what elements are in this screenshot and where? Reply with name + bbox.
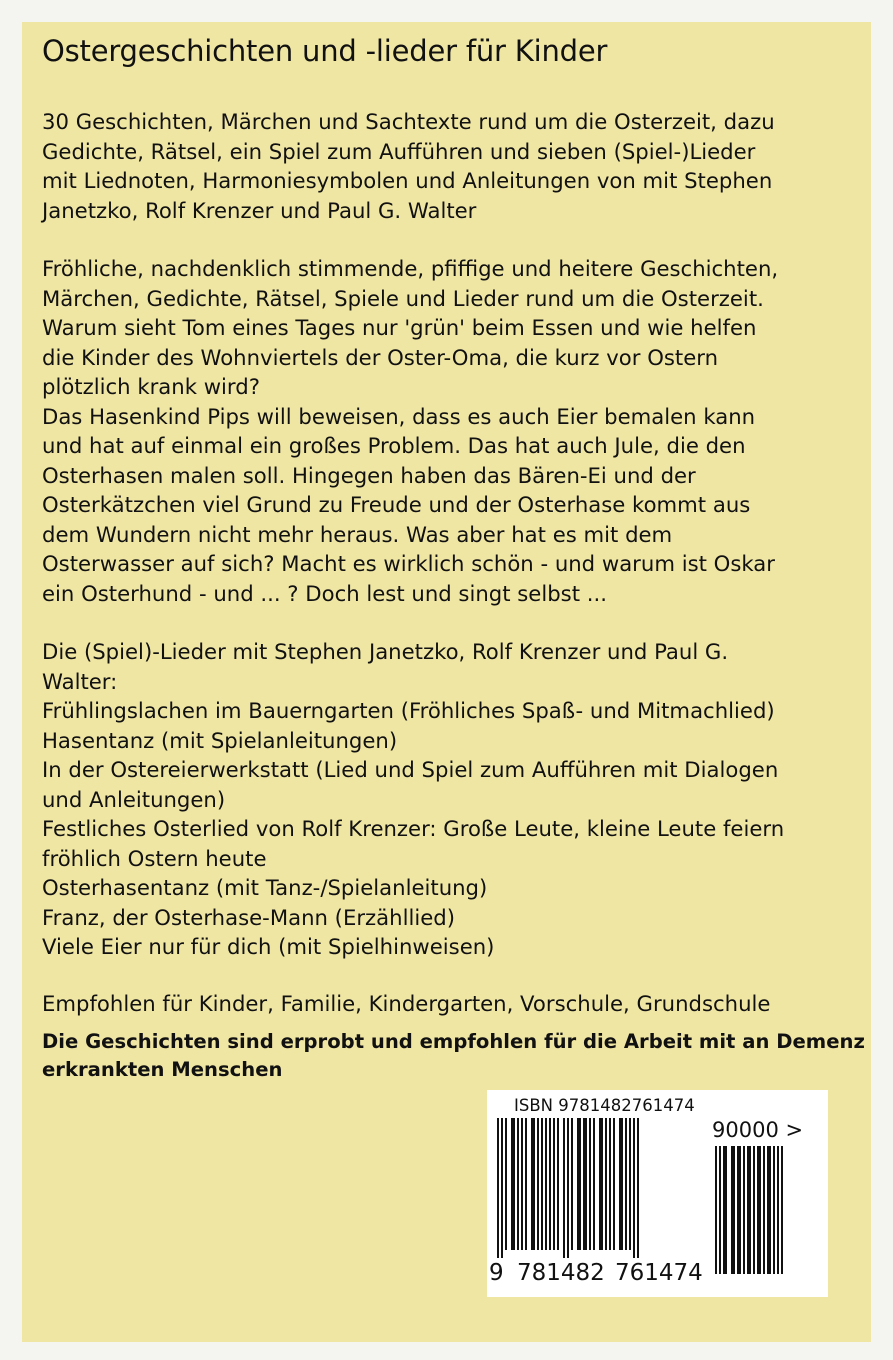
- barcode-bar: [605, 1118, 607, 1250]
- barcode-bar: [511, 1118, 515, 1250]
- barcode-bar: [577, 1118, 581, 1250]
- barcode-digits-right: 761474: [615, 1260, 703, 1286]
- barcode-bar: [563, 1118, 565, 1258]
- barcode-bar: [773, 1146, 775, 1274]
- barcode-bar: [767, 1146, 771, 1274]
- dementia-note-line: Die Geschichten sind erprobt und empfohlen für die Arbeit mit an Demenz: [42, 1030, 865, 1053]
- barcode-bar: [625, 1118, 627, 1250]
- description-line: und hat auf einmal ein großes Problem. Das hat auch Jule, die den: [42, 433, 746, 458]
- songs-line: In der Ostereierwerkstatt (Lied und Spiel zum Aufführen mit Dialogen: [42, 757, 779, 782]
- barcode-bar: [781, 1146, 783, 1274]
- barcode-bar: [777, 1146, 779, 1274]
- dementia-note-line: erkrankten Menschen: [42, 1058, 283, 1081]
- book-title: Ostergeschichten und -lieder für Kinder: [42, 34, 608, 68]
- addon-price-label: 90000 >: [712, 1118, 804, 1142]
- barcode-bar: [553, 1118, 555, 1250]
- subtitle-line: mit Liednoten, Harmoniesymbolen und Anleitungen von mit Stephen: [42, 168, 773, 193]
- addon-barcode-bars: [713, 1146, 813, 1274]
- songs-line: fröhlich Ostern heute: [42, 845, 267, 871]
- subtitle-line: Janetzko, Rolf Krenzer und Paul G. Walter: [42, 197, 477, 223]
- isbn-barcode: [487, 1090, 828, 1297]
- barcode-bar: [719, 1146, 721, 1274]
- barcode-bar: [723, 1146, 727, 1274]
- barcode-bar: [599, 1118, 603, 1250]
- description-line: Fröhliche, nachdenklich stimmende, pfiffige und heitere Geschichten,: [42, 256, 779, 281]
- songs-line: Franz, der Osterhase-Mann (Erzähllied): [42, 904, 455, 930]
- songs-block: [42, 637, 842, 962]
- barcode-bar: [629, 1118, 631, 1250]
- barcode-bar: [517, 1118, 519, 1250]
- description-line: dem Wundern nicht mehr heraus. Was aber hat es mit dem: [42, 521, 673, 547]
- barcode-bar: [637, 1118, 639, 1258]
- songs-line: Festliches Osterlied von Rolf Krenzer: Große Leute, kleine Leute feiern: [42, 816, 785, 841]
- songs-line: Walter:: [42, 668, 118, 694]
- description-line: Warum sieht Tom eines Tages nur 'grün' beim Essen und wie helfen: [42, 315, 757, 340]
- barcode-bar: [757, 1146, 761, 1274]
- description-line: Osterwasser auf sich? Macht es wirklich schön - und warum ist Oskar: [42, 551, 775, 576]
- recommendation-block: [42, 989, 842, 1019]
- barcode-bar: [633, 1118, 635, 1258]
- recommendation-text: Empfohlen für Kinder, Familie, Kindergarten, Vorschule, Grundschule: [42, 991, 771, 1016]
- description-line: die Kinder des Wohnviertels der Oster-Oma, die kurz vor Ostern: [42, 344, 719, 370]
- barcode-bar: [737, 1146, 741, 1274]
- barcode-bar: [545, 1118, 547, 1250]
- barcode-bar: [753, 1146, 755, 1274]
- description-block: [42, 254, 842, 608]
- dementia-note-block: [42, 1028, 865, 1084]
- barcode-digit-first: 9: [489, 1260, 504, 1286]
- barcode-bar: [505, 1118, 507, 1250]
- songs-line: Frühlingslachen im Bauerngarten (Fröhliches Spaß- und Mitmachlied): [42, 698, 775, 723]
- description-line: Osterhasen malen soll. Hingegen haben das Bären-Ei und der: [42, 462, 696, 488]
- barcode-bar: [589, 1118, 591, 1250]
- barcode-bar: [743, 1146, 745, 1274]
- description-line: Märchen, Gedichte, Rätsel, Spiele und Lieder rund um die Osterzeit.: [42, 285, 764, 311]
- barcode-bar: [531, 1118, 535, 1250]
- barcode-bar: [747, 1146, 751, 1274]
- barcode-bar: [731, 1146, 735, 1274]
- barcode-bar: [537, 1118, 539, 1250]
- barcode-bar: [525, 1118, 527, 1250]
- description-line: plötzlich krank wird?: [42, 374, 260, 399]
- songs-line: Viele Eier nur für dich (mit Spielhinweisen): [42, 934, 495, 959]
- description-line: Osterkätzchen viel Grund zu Freude und der Osterhase kommt aus: [42, 492, 751, 517]
- barcode-bar: [501, 1118, 503, 1258]
- barcode-bar: [497, 1118, 499, 1258]
- barcode-bar: [715, 1146, 717, 1274]
- isbn-label: ISBN 9781482761474: [514, 1096, 695, 1115]
- barcode-bar: [549, 1118, 551, 1250]
- barcode-bar: [567, 1118, 569, 1258]
- barcode-bar: [763, 1146, 765, 1274]
- songs-line: Die (Spiel)-Lieder mit Stephen Janetzko, Rolf Krenzer und Paul G.: [42, 639, 729, 664]
- description-line: ein Osterhund - und ... ? Doch lest und singt selbst ...: [42, 580, 607, 606]
- barcode-bar: [593, 1118, 595, 1250]
- barcode-bar: [557, 1118, 559, 1250]
- songs-line: Hasentanz (mit Spielanleitungen): [42, 727, 398, 753]
- songs-line: und Anleitungen): [42, 786, 226, 812]
- subtitle-line: Gedichte, Rätsel, ein Spiel zum Aufführen und sieben (Spiel-)Lieder: [42, 138, 756, 164]
- subtitle-line: 30 Geschichten, Märchen und Sachtexte rund um die Osterzeit, dazu: [42, 109, 775, 134]
- barcode-digits-left: 781482: [517, 1260, 605, 1286]
- barcode-bar: [541, 1118, 543, 1250]
- barcode-bar: [609, 1118, 611, 1250]
- barcode-bar: [571, 1118, 573, 1250]
- ean13-barcode-bars: [495, 1118, 705, 1258]
- subtitle-block: [42, 107, 842, 225]
- barcode-bar: [619, 1118, 623, 1250]
- barcode-bar: [613, 1118, 615, 1250]
- barcode-bar: [583, 1118, 587, 1250]
- songs-line: Osterhasentanz (mit Tanz-/Spielanleitung): [42, 875, 488, 900]
- description-line: Das Hasenkind Pips will beweisen, dass es auch Eier bemalen kann: [42, 403, 756, 429]
- barcode-bar: [521, 1118, 523, 1250]
